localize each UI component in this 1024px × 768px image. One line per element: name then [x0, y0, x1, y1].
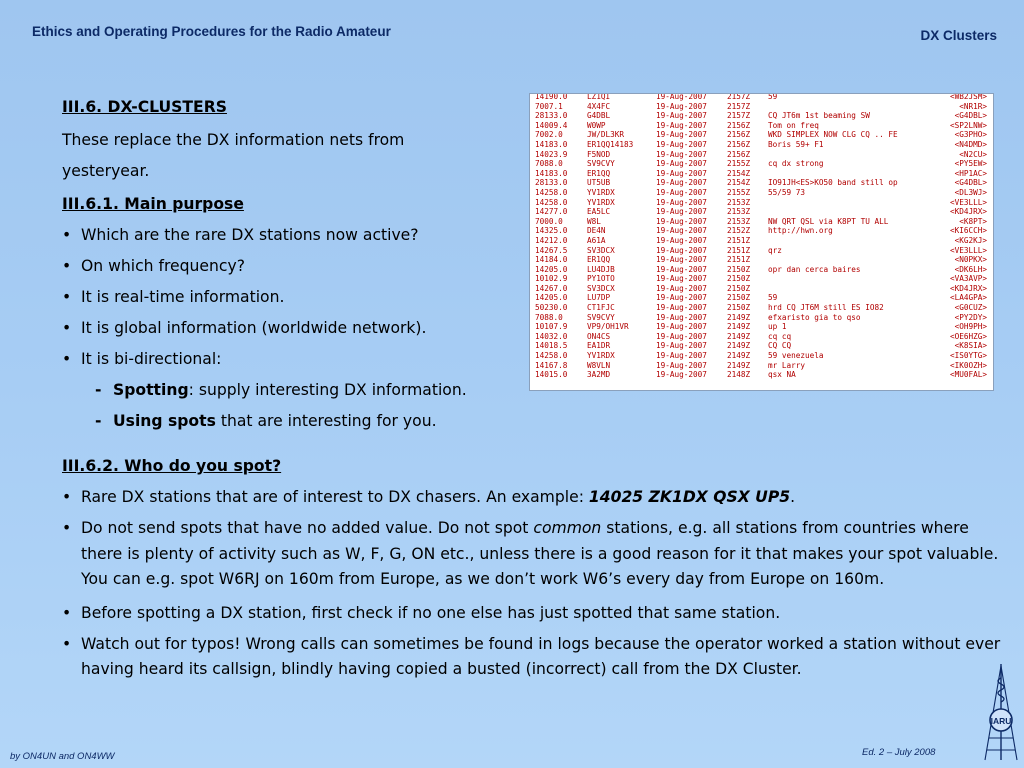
subsection-title-main-purpose: III.6.1. Main purpose — [62, 195, 244, 213]
cluster-freq: 14009.4 — [535, 120, 568, 130]
cluster-date: 19-Aug-2007 — [656, 207, 707, 217]
footer-authors: by ON4UN and ON4WW — [10, 751, 115, 762]
sub-item-text: that are interesting for you. — [215, 412, 437, 430]
cluster-time: 2153Z — [727, 216, 751, 226]
cluster-spotter: <G3PHO> — [954, 130, 987, 140]
cluster-freq: 14205.0 — [535, 293, 568, 303]
slide-content — [62, 92, 1002, 688]
cluster-date: 19-Aug-2007 — [656, 303, 707, 313]
cluster-date: 19-Aug-2007 — [656, 226, 707, 236]
iaru-logo-text: IARU — [990, 716, 1012, 726]
cluster-date: 19-Aug-2007 — [656, 139, 707, 149]
cluster-date: 19-Aug-2007 — [656, 111, 707, 121]
cluster-call: CT1FJC — [587, 303, 615, 313]
bullet-text: Rare DX stations that are of interest to DX chasers. An example: — [81, 488, 589, 506]
cluster-call: W8VLN — [587, 360, 611, 370]
cluster-spotter: <HP1AC> — [954, 168, 987, 178]
cluster-time: 2155Z — [727, 187, 751, 197]
sub-item-bold: Spotting — [113, 381, 189, 399]
cluster-freq: 10102.9 — [535, 274, 568, 284]
cluster-call: ER1QQ — [587, 255, 611, 265]
cluster-spotter: <G0CUZ> — [954, 303, 987, 313]
cluster-date: 19-Aug-2007 — [656, 351, 707, 361]
cluster-date: 19-Aug-2007 — [656, 130, 707, 140]
cluster-call: A61A — [587, 235, 606, 245]
cluster-spotter: <IK0OZH> — [949, 360, 987, 370]
cluster-freq: 14258.0 — [535, 187, 568, 197]
emphasis-common: common — [533, 519, 602, 537]
cluster-call: W8L — [587, 216, 601, 226]
cluster-spotter: <DK6LH> — [954, 264, 987, 274]
cluster-date: 19-Aug-2007 — [656, 312, 707, 322]
cluster-comment: cq dx strong — [768, 159, 824, 169]
cluster-call: PY1OTO — [587, 274, 615, 284]
cluster-date: 19-Aug-2007 — [656, 274, 707, 284]
cluster-time: 2150Z — [727, 274, 751, 284]
cluster-freq: 14018.5 — [535, 341, 568, 351]
cluster-date: 19-Aug-2007 — [656, 341, 707, 351]
cluster-freq: 7000.0 — [535, 216, 563, 226]
cluster-freq: 7088.0 — [535, 312, 563, 322]
cluster-call: LU4DJB — [587, 264, 615, 274]
cluster-comment: IO91JH<ES>KO50 band still op — [768, 178, 898, 188]
cluster-call: VP9/OH1VR — [587, 322, 629, 332]
section-title: III.6. DX-CLUSTERS — [62, 98, 227, 116]
cluster-date: 19-Aug-2007 — [656, 322, 707, 332]
cluster-call: ER1QQ14183 — [587, 139, 634, 149]
cluster-comment: Boris 59+ F1 — [768, 139, 824, 149]
cluster-freq: 14167.8 — [535, 360, 568, 370]
cluster-call: SV9CVY — [587, 159, 615, 169]
sub-item-bold: Using spots — [113, 412, 216, 430]
cluster-time: 2149Z — [727, 360, 751, 370]
cluster-freq: 7088.0 — [535, 159, 563, 169]
cluster-time: 2148Z — [727, 370, 751, 380]
header-section-title: DX Clusters — [920, 28, 997, 43]
cluster-comment: hrd CQ JT6M still ES IO82 — [768, 303, 884, 313]
cluster-time: 2149Z — [727, 331, 751, 341]
cluster-freq: 28133.0 — [535, 111, 568, 121]
cluster-comment: opr dan cerca baires — [768, 264, 861, 274]
cluster-spotter: <KD4JRX> — [949, 283, 987, 293]
cluster-date: 19-Aug-2007 — [656, 120, 707, 130]
cluster-time: 2149Z — [727, 351, 751, 361]
cluster-freq: 14258.0 — [535, 197, 568, 207]
cluster-spotter: <KG2KJ> — [954, 235, 987, 245]
cluster-spotter: <NR1R> — [959, 101, 987, 111]
cluster-comment: http://hwn.org — [768, 226, 833, 236]
iaru-logo-icon — [981, 660, 1021, 765]
cluster-date: 19-Aug-2007 — [656, 245, 707, 255]
cluster-call: G4DBL — [587, 111, 611, 121]
cluster-comment: NW QRT QSL via K8PT TU ALL — [768, 216, 889, 226]
cluster-call: YV1RDX — [587, 187, 615, 197]
bullet-item: • Before spotting a DX station, first check if no one else has just spotted that same station. — [62, 598, 1002, 629]
cluster-freq: 14205.0 — [535, 264, 568, 274]
bullet-item: • It is bi-directional: — [62, 344, 1002, 375]
cluster-date: 19-Aug-2007 — [656, 283, 707, 293]
cluster-spotter: <IS0YTG> — [949, 351, 987, 361]
cluster-time: 2150Z — [727, 303, 751, 313]
cluster-date: 19-Aug-2007 — [656, 255, 707, 265]
cluster-call: ER1QQ — [587, 168, 611, 178]
cluster-spotter: <OE6HZG> — [949, 331, 987, 341]
cluster-spotter: <VE3LLL> — [949, 245, 987, 255]
bullet-item: • It is global information (worldwide network). — [62, 313, 1002, 344]
cluster-date: 19-Aug-2007 — [656, 264, 707, 274]
cluster-time: 2157Z — [727, 93, 751, 101]
cluster-spotter: <PY5EW> — [954, 159, 987, 169]
cluster-freq: 14015.0 — [535, 370, 568, 380]
cluster-comment: mr Larry — [768, 360, 806, 370]
cluster-time: 2152Z — [727, 226, 751, 236]
cluster-freq: 14023.9 — [535, 149, 568, 159]
cluster-comment: 55/59 73 — [768, 187, 806, 197]
cluster-freq: 7007.1 — [535, 101, 563, 111]
cluster-comment: up 1 — [768, 322, 787, 332]
cluster-call: SV3DCX — [587, 245, 615, 255]
cluster-time: 2153Z — [727, 207, 751, 217]
bullet-item: • It is real-time information. — [62, 282, 1002, 313]
cluster-spotter: <K8PT> — [959, 216, 987, 226]
subsection-title-who-to-spot: III.6.2. Who do you spot? — [62, 457, 282, 475]
footer-edition: Ed. 2 – July 2008 — [862, 747, 936, 758]
cluster-call: UT5UB — [587, 178, 611, 188]
cluster-comment: qsx NA — [768, 370, 796, 380]
cluster-comment: CQ JT6m 1st beaming SW — [768, 111, 870, 121]
cluster-comment: efxaristo gia to qso — [768, 312, 861, 322]
cluster-date: 19-Aug-2007 — [656, 235, 707, 245]
cluster-time: 2150Z — [727, 283, 751, 293]
cluster-call: W0WP — [587, 120, 606, 130]
cluster-freq: 14277.0 — [535, 207, 568, 217]
cluster-comment: Tom on freq — [768, 120, 819, 130]
cluster-spotter: <N4DMD> — [954, 139, 987, 149]
cluster-call: JW/DL3KR — [587, 130, 625, 140]
cluster-spotter: <KD4JRX> — [949, 207, 987, 217]
cluster-time: 2154Z — [727, 168, 751, 178]
cluster-spotter: <SP2LNW> — [949, 120, 987, 130]
cluster-time: 2150Z — [727, 264, 751, 274]
sub-item-spotting: - Spotting: supply interesting DX information. — [95, 381, 467, 399]
cluster-spotter: <MU0FAL> — [949, 370, 987, 380]
bullet-item — [62, 482, 1002, 513]
cluster-time: 2149Z — [727, 312, 751, 322]
cluster-comment: 59 venezuela — [768, 351, 824, 361]
cluster-freq: 7002.0 — [535, 130, 563, 140]
intro-text: These replace the DX information nets from yesteryear. — [62, 131, 405, 180]
bullet-item: • Watch out for typos! Wrong calls can sometimes be found in logs because the operator worked a station without ever having heard its callsign, blindly having copied a busted (incorrect) call from the DX Cluster. — [62, 632, 1002, 688]
cluster-date: 19-Aug-2007 — [656, 293, 707, 303]
cluster-freq: 14184.0 — [535, 255, 568, 265]
cluster-freq: 14212.0 — [535, 235, 568, 245]
cluster-time: 2157Z — [727, 111, 751, 121]
cluster-freq: 14183.0 — [535, 139, 568, 149]
cluster-comment: WKD SIMPLEX NOW CLG CQ .. FE — [768, 130, 898, 140]
cluster-spotter: <OH9PH> — [954, 322, 987, 332]
cluster-date: 19-Aug-2007 — [656, 331, 707, 341]
cluster-time: 2153Z — [727, 197, 751, 207]
cluster-call: F5NOD — [587, 149, 611, 159]
cluster-date: 19-Aug-2007 — [656, 159, 707, 169]
cluster-date: 19-Aug-2007 — [656, 149, 707, 159]
cluster-freq: 10107.9 — [535, 322, 568, 332]
cluster-time: 2154Z — [727, 178, 751, 188]
cluster-spotter: <VA3AVP> — [949, 274, 987, 284]
sub-item-using-spots: - Using spots that are interesting for you. — [95, 412, 437, 430]
cluster-date: 19-Aug-2007 — [656, 360, 707, 370]
cluster-freq: 14183.0 — [535, 168, 568, 178]
cluster-spotter: <PY2DY> — [954, 312, 987, 322]
bullet-text: stations, e.g. all stations from countries where there is plenty of activity such as W, F, G, ON etc., unless there is a good reason for it that makes your spot valuable. You can e.g. spot W6RJ on 160m from Europe, as we don’t work W6’s every day from Europe on 160m. — [81, 519, 999, 588]
cluster-time: 2156Z — [727, 149, 751, 159]
cluster-time: 2149Z — [727, 341, 751, 351]
cluster-call: DE4N — [587, 226, 606, 236]
bullet-text: Do not send spots that have no added value. Do not spot — [81, 519, 534, 537]
cluster-comment: cq cq — [768, 331, 792, 341]
cluster-spotter: <K8SIA> — [954, 341, 987, 351]
cluster-freq: 14258.0 — [535, 351, 568, 361]
cluster-call: 4X4FC — [587, 101, 611, 111]
cluster-freq: 28133.0 — [535, 178, 568, 188]
cluster-call: YV1RDX — [587, 197, 615, 207]
cluster-comment: 59 — [768, 293, 778, 303]
cluster-spotter: <DL3WJ> — [954, 187, 987, 197]
cluster-date: 19-Aug-2007 — [656, 216, 707, 226]
cluster-comment: qrz — [768, 245, 782, 255]
example-spot: 14025 ZK1DX QSX UP5 — [588, 488, 791, 506]
header-title: Ethics and Operating Procedures for the Radio Amateur — [32, 24, 391, 39]
cluster-call: ON4CS — [587, 331, 611, 341]
bullet-text-end: . — [790, 488, 796, 506]
cluster-call: 3A2MD — [587, 370, 611, 380]
cluster-time: 2157Z — [727, 101, 751, 111]
cluster-call: YV1RDX — [587, 351, 615, 361]
cluster-spotter: <G4DBL> — [954, 111, 987, 121]
cluster-spotter: <VE3LLL> — [949, 197, 987, 207]
cluster-spotter: <WB2JSM> — [949, 93, 987, 101]
cluster-call: SV3DCX — [587, 283, 615, 293]
cluster-comment: 59 — [768, 93, 778, 101]
cluster-time: 2156Z — [727, 139, 751, 149]
cluster-freq: 14325.0 — [535, 226, 568, 236]
cluster-freq: 14267.0 — [535, 283, 568, 293]
cluster-freq: 14190.0 — [535, 93, 568, 101]
bullet-item — [62, 516, 1002, 598]
cluster-spotter: <KI6CCH> — [949, 226, 987, 236]
cluster-call: SV9CVY — [587, 312, 615, 322]
cluster-date: 19-Aug-2007 — [656, 370, 707, 380]
cluster-call: LZ1QI — [587, 93, 611, 101]
sub-item-text: : supply interesting DX information. — [188, 381, 467, 399]
cluster-time: 2155Z — [727, 159, 751, 169]
cluster-spotter: <N2CU> — [959, 149, 987, 159]
cluster-spotter: <LA4GPA> — [949, 293, 987, 303]
cluster-freq: 50230.0 — [535, 303, 568, 313]
cluster-time: 2149Z — [727, 322, 751, 332]
cluster-date: 19-Aug-2007 — [656, 93, 707, 101]
cluster-date: 19-Aug-2007 — [656, 178, 707, 188]
cluster-date: 19-Aug-2007 — [656, 187, 707, 197]
bullet-item: • On which frequency? — [62, 251, 1002, 282]
cluster-time: 2156Z — [727, 120, 751, 130]
cluster-date: 19-Aug-2007 — [656, 101, 707, 111]
cluster-freq: 14032.0 — [535, 331, 568, 341]
cluster-time: 2151Z — [727, 235, 751, 245]
cluster-call: EA1DR — [587, 341, 611, 351]
cluster-comment: CQ CQ — [768, 341, 792, 351]
cluster-freq: 14267.5 — [535, 245, 568, 255]
cluster-time: 2156Z — [727, 130, 751, 140]
cluster-date: 19-Aug-2007 — [656, 197, 707, 207]
cluster-spotter: <G4DBL> — [954, 178, 987, 188]
cluster-call: LU7DP — [587, 293, 611, 303]
bullet-item: • Which are the rare DX stations now active? — [62, 220, 1002, 251]
cluster-spotter: <N0PKX> — [954, 255, 987, 265]
cluster-time: 2151Z — [727, 245, 751, 255]
cluster-time: 2151Z — [727, 255, 751, 265]
cluster-call: EA5LC — [587, 207, 611, 217]
cluster-date: 19-Aug-2007 — [656, 168, 707, 178]
cluster-time: 2150Z — [727, 293, 751, 303]
